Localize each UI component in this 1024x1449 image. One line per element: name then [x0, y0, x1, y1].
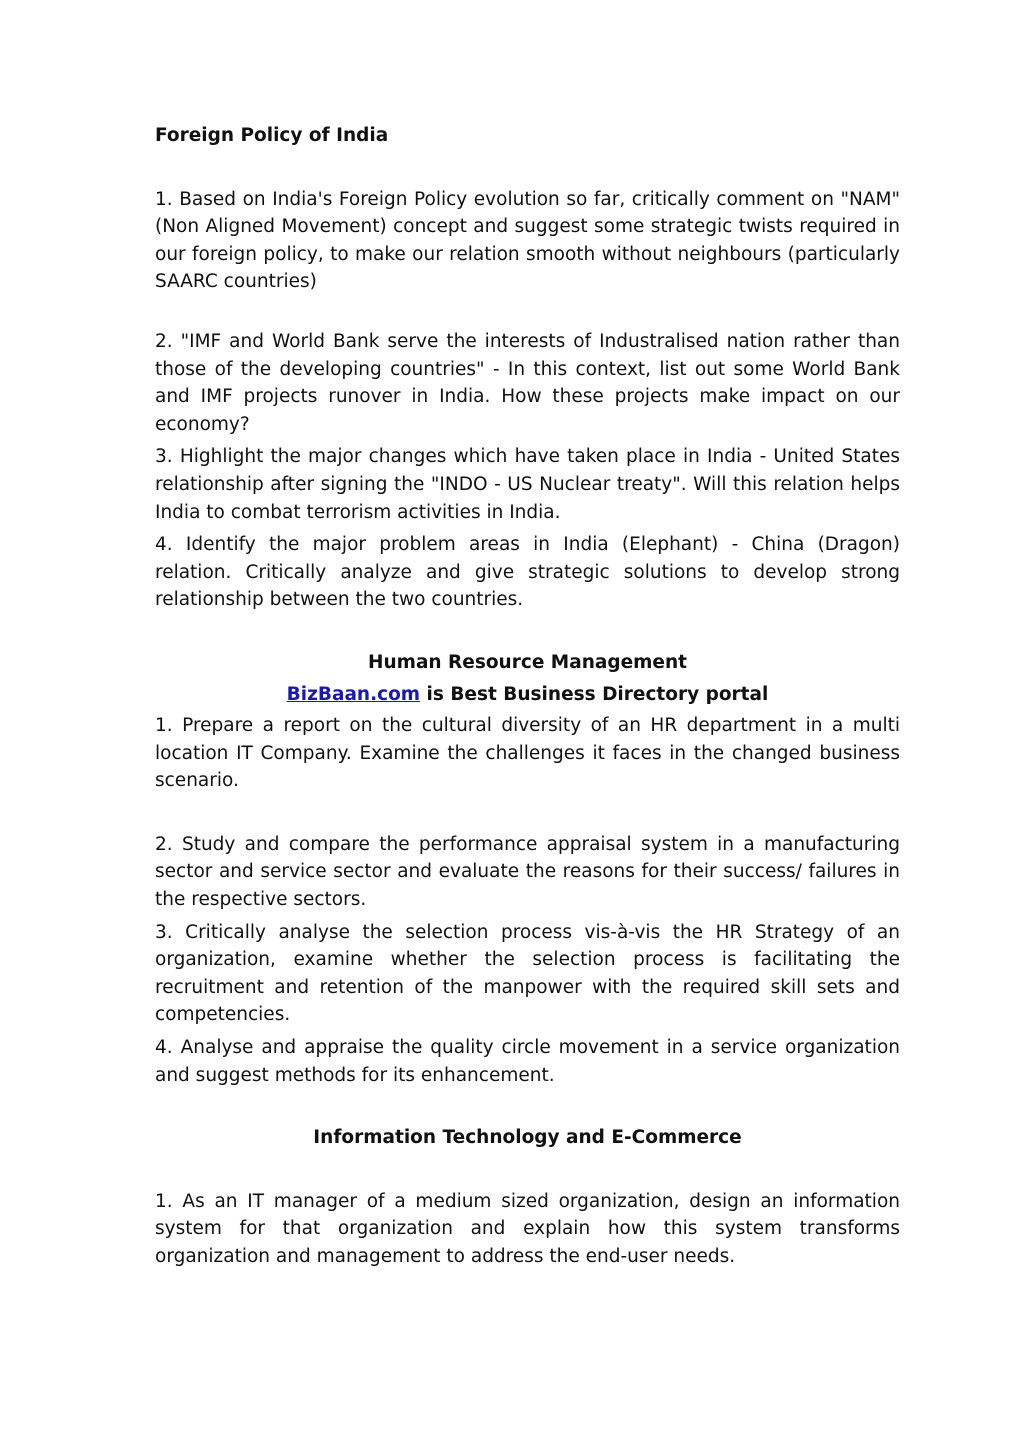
foreign-policy-question-2: 2. "IMF and World Bank serve the interests of Industralised nation rather than those of the developing countries" - In this context, list out some World Bank and IMF projects runover in India. How these projects make impact on our economy?: [155, 330, 900, 435]
document-page: [155, 122, 900, 1271]
it-question-1: 1. As an IT manager of a medium sized organization, design an information system for that organization and explain how this system transforms organization and management to address the end-user needs.: [155, 1190, 900, 1267]
section-title-it: Information Technology and E-Commerce: [313, 1127, 742, 1149]
hrm-question-3: 3. Critically analyse the selection process vis-à-vis the HR Strategy of an organization, examine whether the selection process is facilitating the recruitment and retention of the manpower with the required skill sets and competencies.: [155, 921, 900, 1026]
foreign-policy-question-1: 1. Based on India's Foreign Policy evolution so far, critically comment on "NAM" (Non Aligned Movement) concept and suggest some strategic twists required in our foreign policy, to make our relation smooth without neighbours (particularly SAARC countries): [155, 188, 900, 293]
foreign-policy-question-4: 4. Identify the major problem areas in India (Elephant) - China (Dragon) relation. Critically analyze and give strategic solutions to develop strong relationship between the two countries.: [155, 534, 900, 611]
foreign-policy-question-3: 3. Highlight the major changes which have taken place in India - United States relationship after signing the "INDO - US Nuclear treaty". Will this relation helps India to combat terrorism activities in India.: [155, 446, 900, 523]
hrm-question-2: 2. Study and compare the performance appraisal system in a manufacturing sector and service sector and evaluate the reasons for their success/ failures in the respective sectors.: [155, 833, 900, 911]
hrm-question-4: 4. Analyse and appraise the quality circle movement in a service organization and suggest methods for its enhancement.: [155, 1037, 900, 1086]
hrm-question-1: 1. Prepare a report on the cultural diversity of an HR department in a multi location IT Company. Examine the challenges it faces in the changed business scenario.: [155, 715, 900, 792]
section-title-foreign-policy: Foreign Policy of India: [155, 125, 389, 146]
portal-line: [155, 681, 900, 709]
section-title-hrm: Human Resource Management: [368, 651, 687, 673]
portal-link[interactable]: BizBaan.com: [286, 683, 421, 705]
portal-line-text: is Best Business Directory portal: [420, 683, 769, 705]
